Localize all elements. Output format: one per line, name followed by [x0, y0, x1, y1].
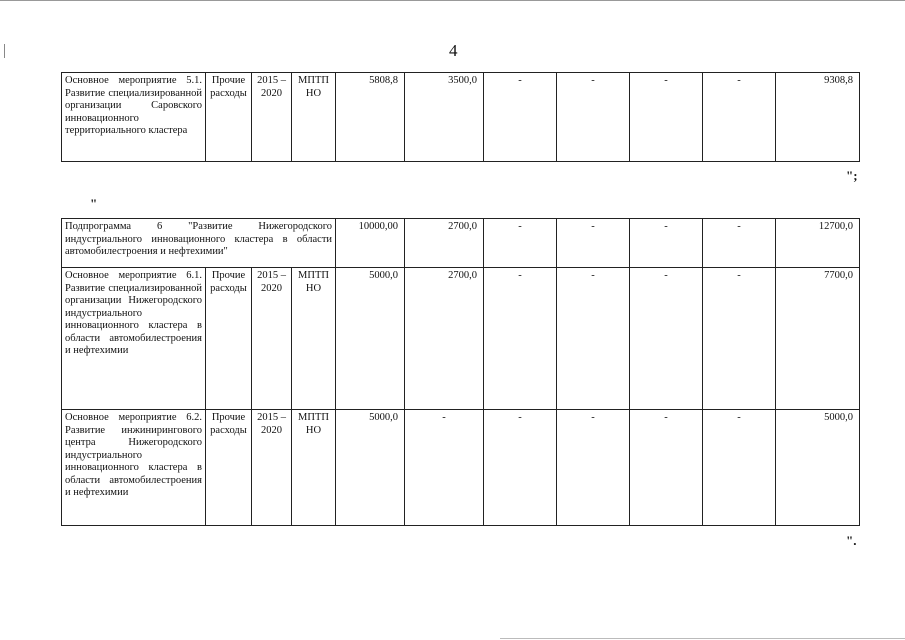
- value-cell: -: [703, 73, 776, 162]
- executor: МПТП НО: [292, 73, 336, 162]
- value-cell: -: [484, 410, 557, 526]
- value-cell: -: [630, 219, 703, 268]
- total-cell: 9308,8: [776, 73, 860, 162]
- value-cell: -: [703, 219, 776, 268]
- value-cell: -: [557, 410, 630, 526]
- value-cell: 3500,0: [405, 73, 484, 162]
- executor: МПТП НО: [292, 410, 336, 526]
- closing-quote-mark: ";: [846, 168, 858, 183]
- event-name: Основное мероприятие 5.1. Развитие специализированной организации Саровского инновационного территориального кластера: [62, 73, 206, 162]
- event-name: Основное мероприятие 6.2. Развитие инжинирингового центра Нижегородского индустриального инновационного кластера в области автомобилестроения и нефтехимии: [62, 410, 206, 526]
- table-row-event-6-1: [62, 268, 860, 410]
- value-cell: 10000,00: [336, 219, 405, 268]
- table-row-event-6-2: [62, 410, 860, 526]
- table-row-subprogram-6: [62, 219, 860, 268]
- value-cell: -: [557, 219, 630, 268]
- value-cell: -: [484, 219, 557, 268]
- value-cell: -: [630, 268, 703, 410]
- expense-type: Прочие расходы: [206, 73, 252, 162]
- scan-bottom-edge: [500, 638, 905, 639]
- value-cell: -: [405, 410, 484, 526]
- event-name: Основное мероприятие 6.1. Развитие специализированной организации Нижегородского индустриального инновационного кластера в области автомобилестроения и нефтехимии: [62, 268, 206, 410]
- value-cell: -: [630, 410, 703, 526]
- program-table-part-1: [61, 72, 860, 162]
- program-table-part-2: [61, 218, 860, 526]
- expense-type: Прочие расходы: [206, 268, 252, 410]
- value-cell: -: [557, 73, 630, 162]
- value-cell: 2700,0: [405, 219, 484, 268]
- closing-quote-mark-final: ".: [846, 533, 857, 548]
- scan-top-edge: [0, 0, 905, 1]
- expense-type: Прочие расходы: [206, 410, 252, 526]
- value-cell: -: [703, 410, 776, 526]
- total-cell: 5000,0: [776, 410, 860, 526]
- page-number: 4: [449, 41, 458, 60]
- value-cell: -: [703, 268, 776, 410]
- scan-margin-mark: [4, 44, 5, 58]
- value-cell: -: [484, 73, 557, 162]
- period: 2015 – 2020: [252, 268, 292, 410]
- value-cell: 2700,0: [405, 268, 484, 410]
- period: 2015 – 2020: [252, 73, 292, 162]
- value-cell: 5000,0: [336, 410, 405, 526]
- value-cell: -: [557, 268, 630, 410]
- total-cell: 7700,0: [776, 268, 860, 410]
- value-cell: -: [630, 73, 703, 162]
- executor: МПТП НО: [292, 268, 336, 410]
- value-cell: 5000,0: [336, 268, 405, 410]
- value-cell: 5808,8: [336, 73, 405, 162]
- opening-quote-mark: ": [90, 196, 98, 211]
- total-cell: 12700,0: [776, 219, 860, 268]
- period: 2015 – 2020: [252, 410, 292, 526]
- table-row-event-5-1: [62, 73, 860, 162]
- subprogram-name: Подпрограмма 6 "Развитие Нижегородского индустриального инновационного кластера в области автомобилестроения и нефтехимии": [62, 219, 336, 268]
- value-cell: -: [484, 268, 557, 410]
